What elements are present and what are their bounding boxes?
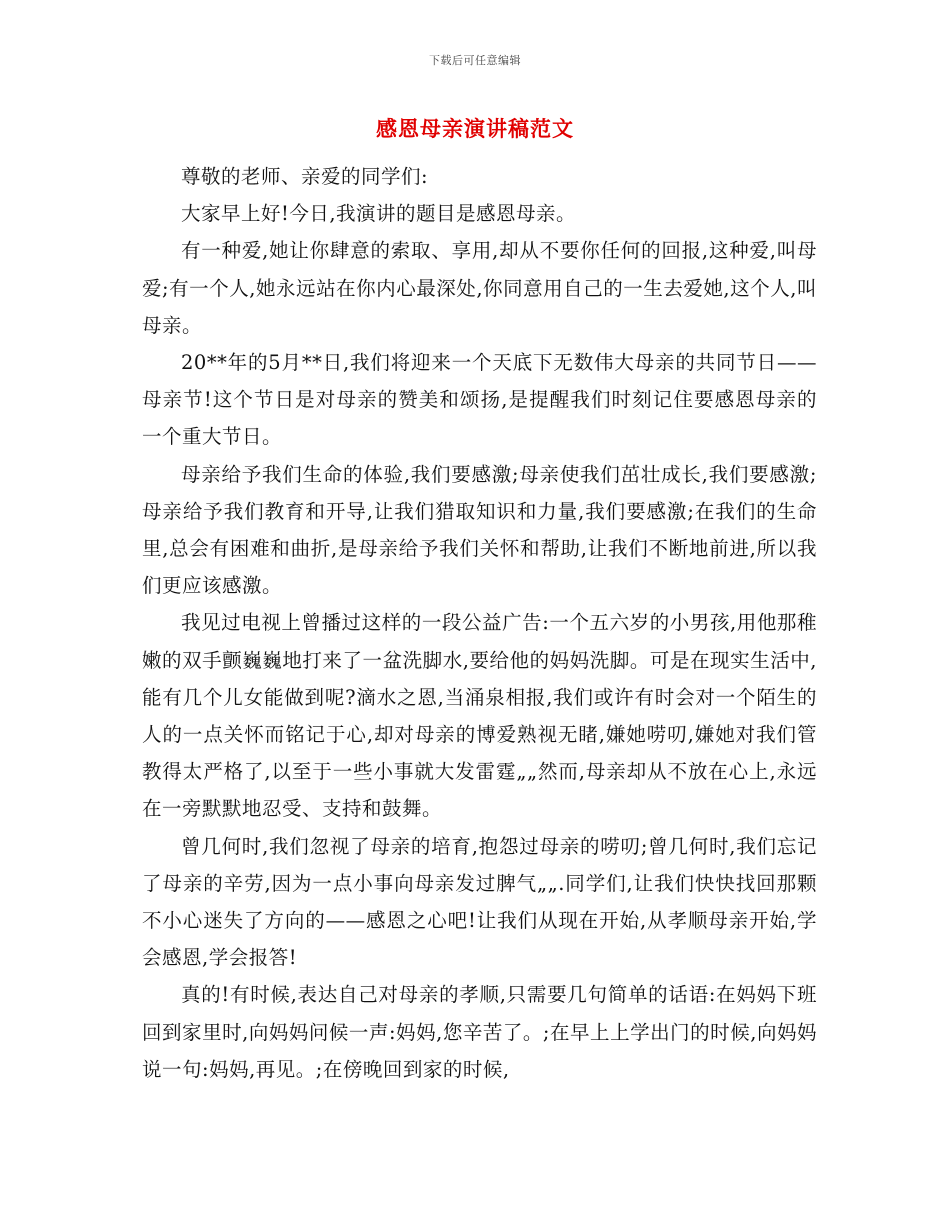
paragraph-opening: 大家早上好!今日,我演讲的题目是感恩母亲。 [181, 202, 577, 226]
paragraph-body: 真的!有时候,表达自己对母亲的孝顺,只需要几句简单的话语:在妈妈下班回到家里时,向妈妈问候一声:妈妈,您辛苦了。;在早上上学出门的时候,向妈妈说一句:妈妈,再见。;在傍晚回到家的时候, [142, 983, 817, 1081]
paragraph-body: 母亲给予我们生命的体验,我们要感激;母亲使我们茁壮成长,我们要感激;母亲给予我们教育和开导,让我们猎取知识和力量,我们要感激;在我们的生命里,总会有困难和曲折,是母亲给予我们关怀和帮助,让我们不断地前进,所以我们更应该感激。 [142, 462, 817, 598]
document-title: 感恩母亲演讲稿范文 [376, 116, 574, 141]
paragraph-greeting: 尊敬的老师、亲爱的同学们: [181, 165, 429, 188]
document-body [142, 158, 817, 1088]
paragraph-body: 20**年的5月**日,我们将迎来一个天底下无数伟大母亲的共同节日——母亲节!这个节日是对母亲的赞美和颂扬,是提醒我们时刻记住要感恩母亲的一个重大节日。 [142, 351, 817, 449]
paragraph-body: 我见过电视上曾播过这样的一段公益广告:一个五六岁的小男孩,用他那稚嫩的双手颤巍巍地打来了一盆洗脚水,要给他的妈妈洗脚。可是在现实生活中,能有几个儿女能做到呢?滴水之恩,当涌泉相报,我们或许有时会对一个陌生的人的一点关怀而铭记于心,却对母亲的博爱熟视无睹,嫌她唠叨,嫌她对我们管教得太严格了,以至于一些小事就大发雷霆„„然而,母亲却从不放在心上,永远在一旁默默地忍受、支持和鼓舞。 [142, 611, 817, 821]
header-note: 下载后可任意编辑 [429, 54, 521, 67]
paragraph-body: 有一种爱,她让你肆意的索取、享用,却从不要你任何的回报,这种爱,叫母爱;有一个人,她永远站在你内心最深处,你同意用自己的一生去爱她,这个人,叫母亲。 [142, 239, 817, 337]
paragraph-body: 曾几何时,我们忽视了母亲的培育,抱怨过母亲的唠叨;曾几何时,我们忘记了母亲的辛劳,因为一点小事向母亲发过脾气„„.同学们,让我们快快找回那颗不小心迷失了方向的——感恩之心吧!让我们从现在开始,从孝顺母亲开始,学会感恩,学会报答! [142, 834, 817, 970]
